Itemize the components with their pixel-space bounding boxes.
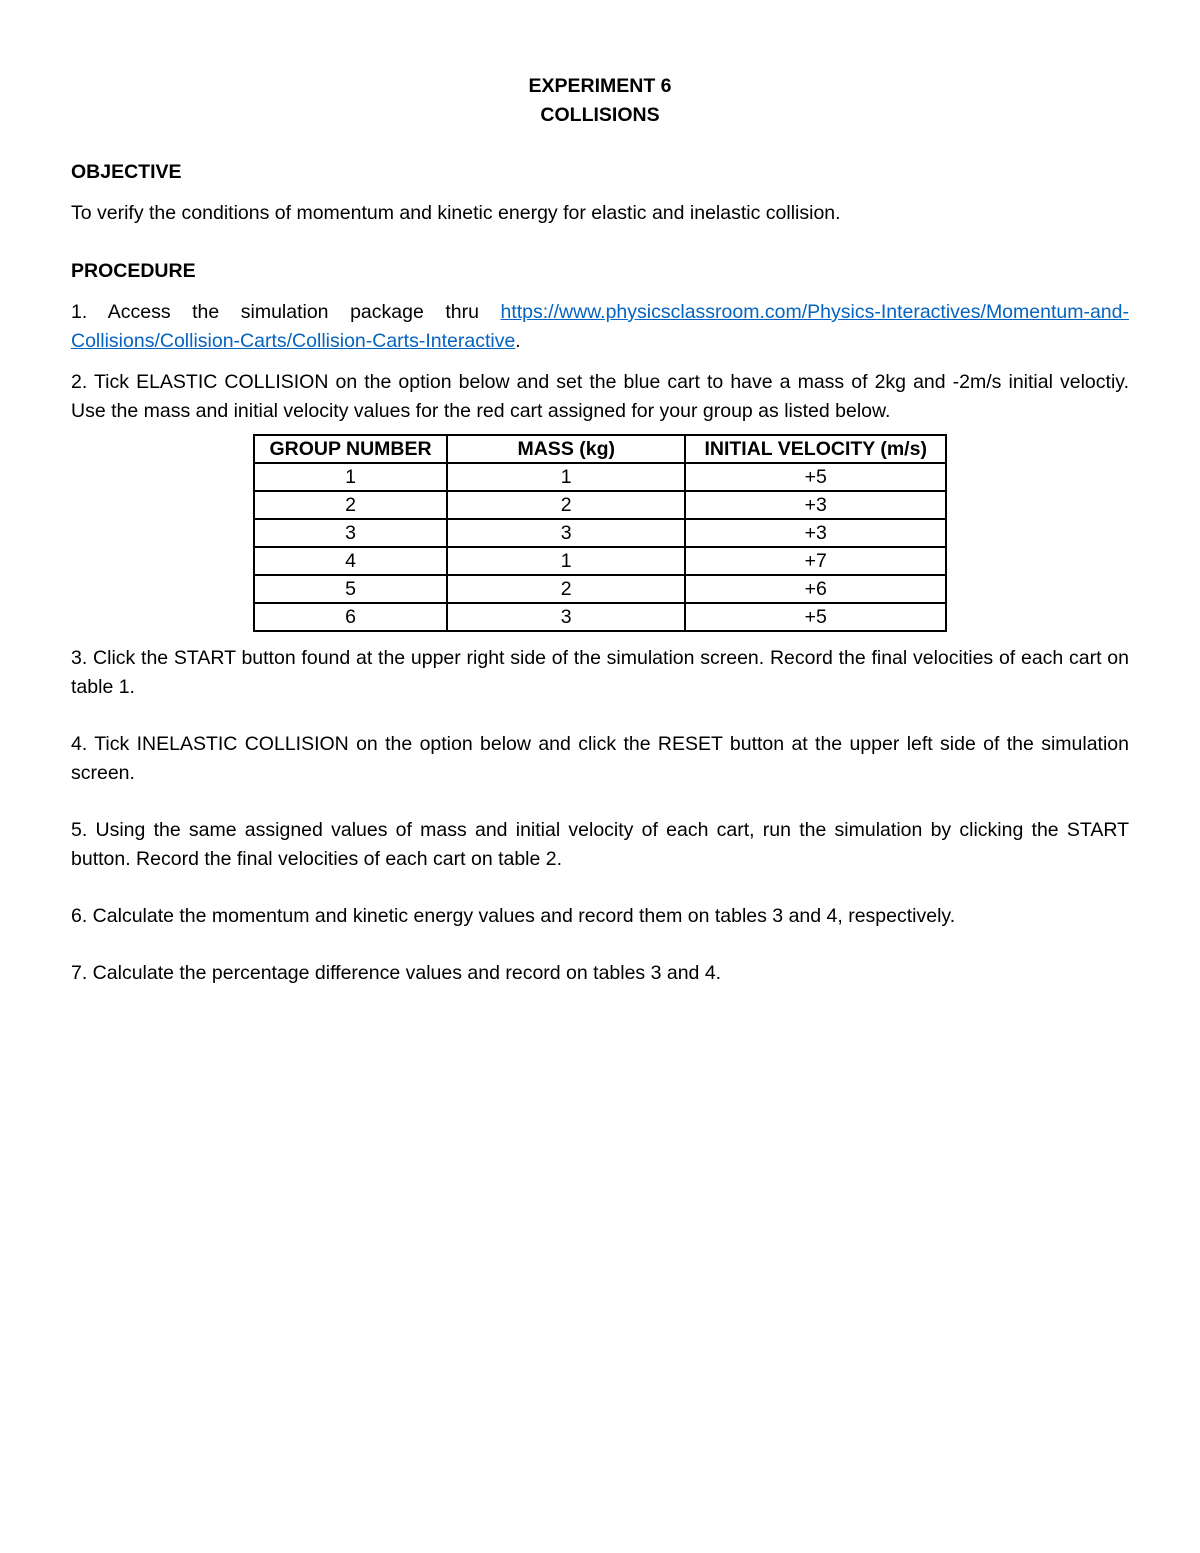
- cell-mass: 1: [447, 547, 685, 575]
- procedure-step-1: [71, 298, 1129, 356]
- cell-velocity: +5: [685, 603, 946, 631]
- cell-velocity: +3: [685, 491, 946, 519]
- cell-group: 6: [254, 603, 447, 631]
- cell-velocity: +3: [685, 519, 946, 547]
- cell-group: 4: [254, 547, 447, 575]
- cell-velocity: +5: [685, 463, 946, 491]
- document-title: EXPERIMENT 6: [528, 75, 672, 97]
- table-row: [254, 603, 946, 631]
- procedure-step-6: 6. Calculate the momentum and kinetic energy values and record them on tables 3 and 4, respectively.: [71, 905, 956, 927]
- step-1-suffix: .: [515, 330, 521, 352]
- table-row: [254, 463, 946, 491]
- document-page: [71, 72, 1129, 988]
- procedure-heading: PROCEDURE: [71, 260, 196, 282]
- document-subtitle: COLLISIONS: [540, 104, 660, 126]
- cell-velocity: +7: [685, 547, 946, 575]
- table-header-row: [254, 435, 946, 463]
- cell-mass: 3: [447, 603, 685, 631]
- table-row: [254, 575, 946, 603]
- procedure-step-5: 5. Using the same assigned values of mass and initial velocity of each cart, run the simulation by clicking the START button. Record the final velocities of each cart on table 2.: [71, 819, 1129, 870]
- objective-heading: OBJECTIVE: [71, 161, 182, 183]
- objective-text: To verify the conditions of momentum and kinetic energy for elastic and inelastic collision.: [71, 202, 841, 224]
- cell-group: 3: [254, 519, 447, 547]
- cell-mass: 2: [447, 575, 685, 603]
- cell-group: 5: [254, 575, 447, 603]
- cell-mass: 1: [447, 463, 685, 491]
- table-row: [254, 491, 946, 519]
- procedure-step-7: 7. Calculate the percentage difference values and record on tables 3 and 4.: [71, 962, 722, 984]
- cell-mass: 3: [447, 519, 685, 547]
- header-initial-velocity: INITIAL VELOCITY (m/s): [685, 435, 946, 463]
- procedure-step-3: 3. Click the START button found at the upper right side of the simulation screen. Record the final velocities of each cart on table 1.: [71, 647, 1129, 698]
- table-row: [254, 519, 946, 547]
- cell-mass: 2: [447, 491, 685, 519]
- header-group-number: GROUP NUMBER: [254, 435, 447, 463]
- header-mass: MASS (kg): [447, 435, 685, 463]
- group-assignment-table: [253, 434, 947, 632]
- table-row: [254, 547, 946, 575]
- step-1-prefix: 1. Access the simulation package thru: [71, 301, 501, 323]
- cell-group: 1: [254, 463, 447, 491]
- cell-velocity: +6: [685, 575, 946, 603]
- simulation-link[interactable]: https://www.physicsclassroom.com/Physics-Interactives/Momentum-and-Collisions/Collision-Carts/Collision-Carts-Interactive: [71, 301, 1129, 352]
- procedure-step-2: 2. Tick ELASTIC COLLISION on the option below and set the blue cart to have a mass of 2kg and -2m/s initial veloctiy. Use the mass and initial velocity values for the red cart assigned for your group as listed below.: [71, 371, 1129, 422]
- cell-group: 2: [254, 491, 447, 519]
- procedure-step-4: 4. Tick INELASTIC COLLISION on the option below and click the RESET button at the upper left side of the simulation screen.: [71, 733, 1129, 784]
